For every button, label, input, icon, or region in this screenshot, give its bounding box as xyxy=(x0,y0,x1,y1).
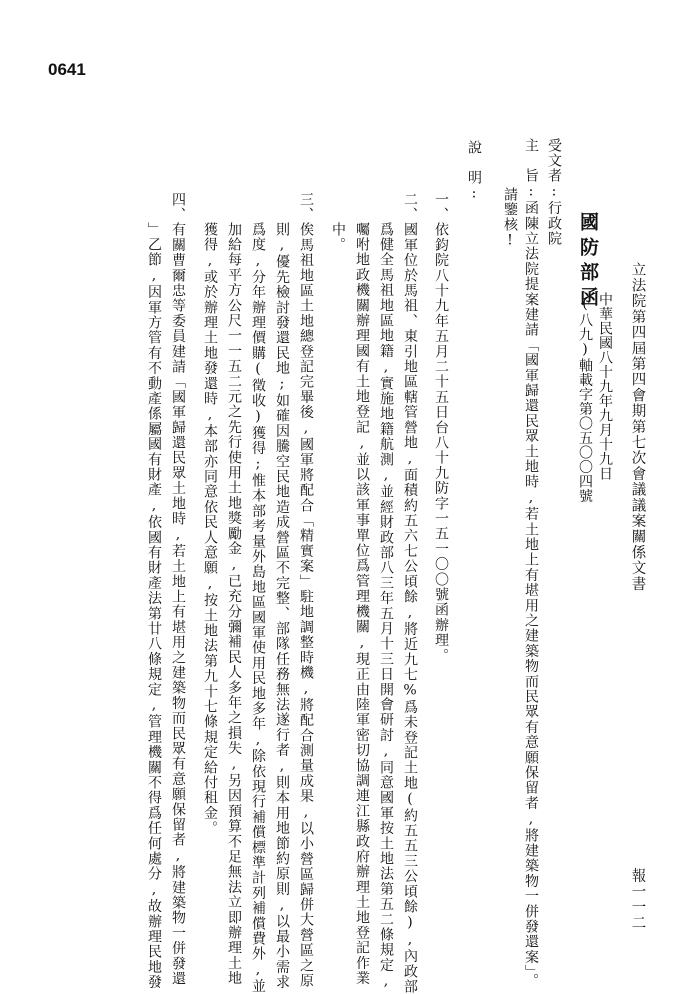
page-number: 0641 xyxy=(48,60,86,79)
item-line: 四、有關曹爾忠等委員建請「國軍歸還民眾土地時,若土地上有堪用之建築物而民眾有意願保留者,將建築物一併發還 xyxy=(170,192,186,987)
item-line: 囑咐地政機關辦理國有土地登記,並以該軍事單位爲管理機關,現正由陸軍密切協調連江縣政府辦理土地登記作業 xyxy=(354,222,370,986)
subject-line: 主 旨:函陳立法院提案建請「國軍歸還民眾土地時,若土地上有堪用之建築物而民眾有意願保留者,將建築物一併發還案」。 xyxy=(523,138,539,989)
document-org-title: 國防部函 xyxy=(577,212,599,312)
item-line: 二、國軍位於馬祖、東引地區轄管營地,面積約五六七公頃餘,將近九七%爲未登記土地(約五五三公頃餘),內政部 xyxy=(402,192,418,994)
explanation-label: 說 明: xyxy=(466,140,482,203)
item-line: 加給每平方公尺一一五二元之先行使用土地獎勵金,已充分彌補民人多年之損失,另因預算不足無法立即辦理土地 xyxy=(226,222,242,986)
document-number: (八九)軸載字第〇五〇〇四號 xyxy=(577,296,593,503)
recipient-line: 受文者:行政院 xyxy=(546,138,562,247)
item-line: 獲得,或於辦理土地發還時,本部亦同意依民人意願,按土地法第九十七條規定給付租金。 xyxy=(202,222,218,836)
item-line: 一、依鈞院八十九年五月二十五日台八十九防字一五一〇〇號函辦理。 xyxy=(433,192,449,664)
document-date: 中華民國八十九年九月十九日 xyxy=(597,292,613,481)
item-line: 三、俟馬祖地區土地總登記完畢後,國軍將配合「精實案」駐地調整時機,將配合測量成果,以小營區歸併大營區之原 xyxy=(298,192,314,989)
header-title: 立法院第四屆第四會期第七次會議議案關係文書 xyxy=(629,262,646,592)
item-line: 」乙節,因軍方管有不動產係屬國有財產,依國有財產法第廿八條規定,管理機關不得爲任何處分,故辦理民地發 xyxy=(146,222,162,990)
subject-line: 請鑒核! xyxy=(502,187,518,250)
item-line: 爲度,分年辦理價購(徵收)獲得;惟本部考量外島地區國軍使用民地多年,除依現行補償標準計列補償費外,並 xyxy=(250,222,266,994)
item-line: 中。 xyxy=(330,222,346,253)
item-line: 則,優先檢討發還民地;如確因騰空民地造成營區不完整、部隊任務無法遂行者,則本用地節約原則,以最小需求 xyxy=(274,222,290,990)
item-line: 爲健全馬祖地區地籍,實施地籍航測,並經財政部八三年五月十三日開會研討,同意國軍按土地法第五二條規定, xyxy=(378,222,394,990)
report-number: 報一一二 xyxy=(629,868,646,931)
